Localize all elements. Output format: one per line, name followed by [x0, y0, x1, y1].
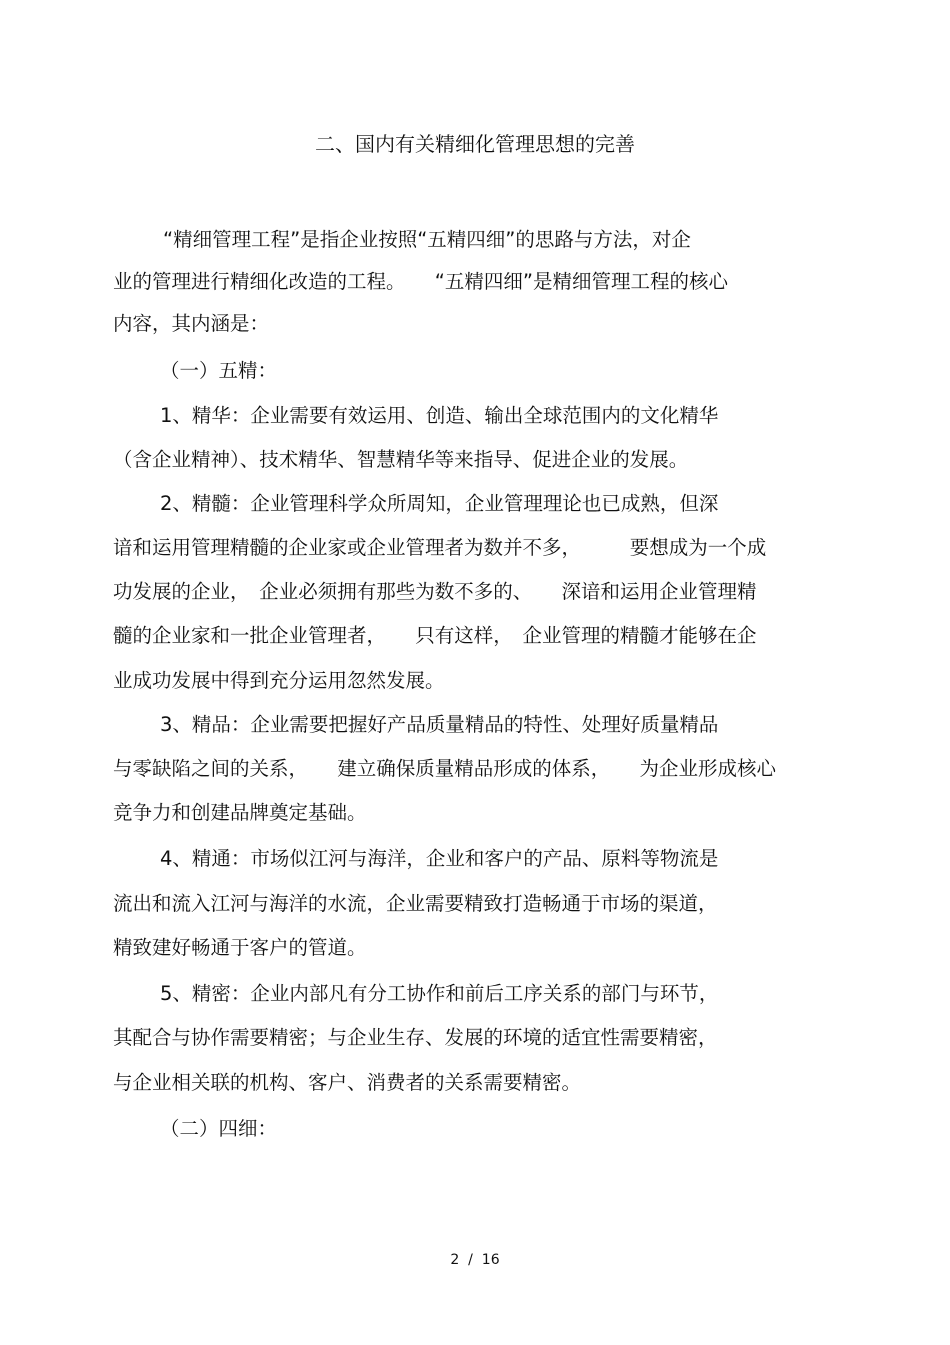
paragraph-line: 业成功发展中得到充分运用忽然发展。 [113, 669, 445, 692]
paragraph-line: 2、精髓：企业管理科学众所周知，企业管理理论也已成熟，但深 [160, 492, 719, 515]
paragraph-line: （含企业精神）、技术精华、智慧精华等来指导、促进企业的发展。 [113, 448, 689, 471]
subsection-heading: （一）五精： [160, 359, 278, 382]
paragraph-line: 其配合与协作需要精密；与企业生存、发展的环境的适宜性需要精密， [113, 1026, 718, 1049]
paragraph-line: 精致建好畅通于客户的管道。 [113, 936, 367, 959]
paragraph-line: 功发展的企业， 企业必须拥有那些为数不多的、 深谙和运用企业管理精 [113, 580, 757, 603]
paragraph-line: 髓的企业家和一批企业管理者， 只有这样， 企业管理的精髓才能够在企 [113, 624, 757, 647]
paragraph-line: 业的管理进行精细化改造的工程。 “五精四细”是精细管理工程的核心 [113, 270, 728, 293]
paragraph-line: 与零缺陷之间的关系， 建立确保质量精品形成的体系， 为企业形成核心 [113, 757, 777, 780]
paragraph-line: 流出和流入江河与海洋的水流，企业需要精致打造畅通于市场的渠道， [113, 892, 718, 915]
paragraph-line: “精细管理工程”是指企业按照“五精四细”的思路与方法，对企 [163, 228, 691, 251]
paragraph-line: 与企业相关联的机构、客户、消费者的关系需要精密。 [113, 1071, 582, 1094]
page-indicator: 2 / 16 [450, 1252, 500, 1268]
section-heading: 二、国内有关精细化管理思想的完善 [315, 132, 635, 156]
paragraph-line: 1、精华：企业需要有效运用、创造、输出全球范围内的文化精华 [160, 404, 719, 427]
paragraph-line: 谙和运用管理精髓的企业家或企业管理者为数并不多， 要想成为一个成 [113, 536, 767, 559]
paragraph-line: 内容，其内涵是： [113, 312, 270, 335]
paragraph-line: 5、精密：企业内部凡有分工协作和前后工序关系的部门与环节， [160, 982, 719, 1005]
paragraph-line: 3、精品：企业需要把握好产品质量精品的特性、处理好质量精品 [160, 713, 719, 736]
paragraph-line: 竞争力和创建品牌奠定基础。 [113, 801, 367, 824]
subsection-heading: （二）四细： [160, 1117, 278, 1140]
paragraph-line: 4、精通：市场似江河与海洋，企业和客户的产品、原料等物流是 [160, 847, 719, 870]
